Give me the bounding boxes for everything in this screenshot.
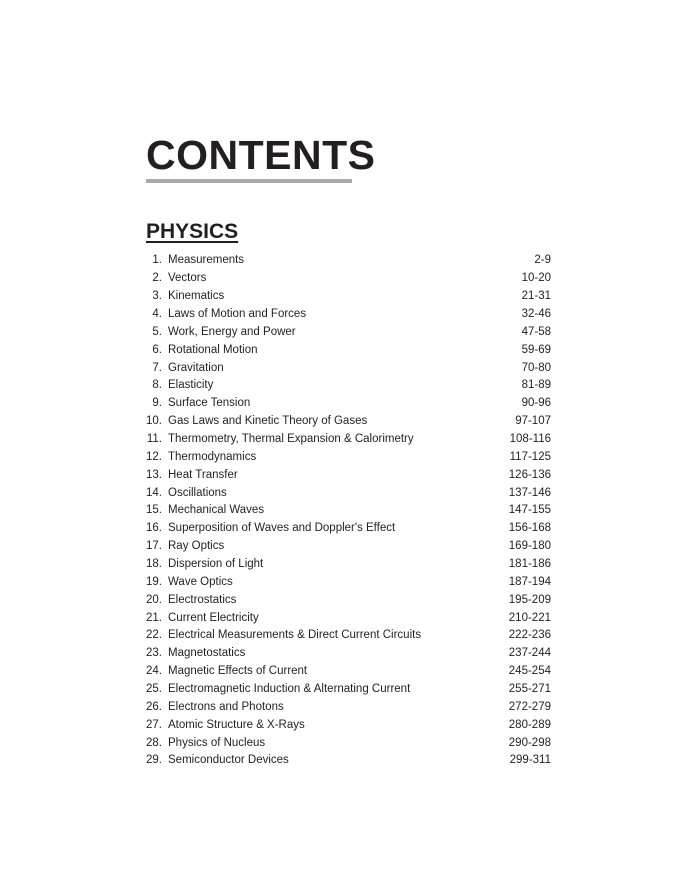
toc-entry-number: 8. — [152, 379, 162, 392]
toc-entry-title: Magnetic Effects of Current — [168, 665, 308, 678]
toc-entry-page-range: 108-116 — [509, 433, 551, 446]
toc-entry-page-range: 245-254 — [508, 665, 551, 678]
toc-entry-number: 27. — [146, 718, 162, 731]
toc-entry — [140, 377, 551, 395]
toc-entry-page-range: 290-298 — [508, 736, 551, 749]
toc-entry-number: 11. — [146, 433, 162, 446]
toc-entry-number: 12. — [146, 450, 162, 463]
toc-entry-number: 24. — [146, 665, 162, 678]
toc-entry-page-range: 97-107 — [515, 415, 551, 428]
toc-entry — [140, 359, 551, 377]
toc-entry — [140, 431, 551, 449]
toc-entry-title: Current Electricity — [168, 611, 259, 624]
toc-entry-number: 16. — [146, 522, 162, 535]
toc-entry-number: 5. — [152, 325, 162, 338]
toc-entry-page-range: 117-125 — [509, 450, 551, 463]
toc-entry-page-range: 255-271 — [508, 683, 551, 696]
toc-entry-page-range: 10-20 — [521, 272, 551, 285]
toc-entry-title: Dispersion of Light — [168, 558, 264, 571]
toc-entry — [140, 323, 551, 341]
toc-entry — [140, 663, 551, 681]
toc-entry-number: 22. — [146, 629, 162, 642]
toc-entry — [140, 270, 551, 288]
toc-entry-title: Measurements — [168, 254, 245, 267]
toc-entry-number: 3. — [152, 290, 162, 303]
toc-entry — [140, 502, 551, 520]
toc-entry-page-range: 169-180 — [508, 540, 551, 553]
toc-entry — [140, 645, 551, 663]
toc-entry-title: Electrostatics — [168, 593, 237, 606]
toc-entry-title: Rotational Motion — [168, 343, 258, 356]
toc-entry-page-range: 81-89 — [521, 379, 551, 392]
toc-entry-title: Elasticity — [168, 379, 214, 392]
toc-entry-title: Gravitation — [168, 361, 224, 374]
toc-entry-page-range: 137-146 — [508, 486, 551, 499]
toc-entry — [140, 341, 551, 359]
toc-entry-title: Surface Tension — [168, 397, 251, 410]
toc-entry-page-range: 32-46 — [521, 308, 551, 320]
toc-entry-title: Thermodynamics — [168, 450, 257, 463]
toc-entry-number: 13. — [146, 468, 162, 481]
section-heading-physics: PHYSICS — [146, 220, 239, 243]
toc-entry-title: Mechanical Waves — [168, 504, 265, 517]
toc-entry — [140, 466, 551, 484]
toc-entry-page-range: 210-221 — [508, 611, 551, 624]
toc-entry-title: Laws of Motion and Forces — [168, 308, 307, 320]
toc-entry-page-range: 70-80 — [521, 361, 551, 374]
toc-entry-title: Thermometry, Thermal Expansion & Calorimetry — [168, 433, 414, 446]
toc-entry-page-range: 181-186 — [508, 558, 551, 571]
toc-entry — [140, 538, 551, 556]
toc-entry-page-range: 59-69 — [521, 343, 551, 356]
toc-entry — [140, 609, 551, 627]
toc-entry-title: Gas Laws and Kinetic Theory of Gases — [168, 415, 368, 428]
toc-entry-number: 2. — [152, 272, 162, 285]
toc-entry-number: 20. — [146, 593, 162, 606]
toc-entry-title: Heat Transfer — [168, 468, 238, 481]
toc-entry — [140, 413, 551, 431]
toc-entry-title: Vectors — [168, 272, 207, 285]
toc-entry-number: 28. — [146, 736, 162, 749]
toc-entry — [140, 520, 551, 538]
toc-entry-number: 4. — [152, 308, 162, 320]
toc-entry — [140, 484, 551, 502]
page-title: CONTENTS — [146, 132, 376, 178]
toc-entry-title: Electrical Measurements & Direct Current Circuits — [168, 629, 422, 642]
toc-entry-title: Oscillations — [168, 486, 227, 499]
toc-entry — [140, 752, 551, 770]
toc-entry-title: Kinematics — [168, 290, 225, 303]
toc-entry-number: 14. — [146, 486, 162, 499]
toc-entry-number: 7. — [152, 361, 162, 374]
toc-entry-title: Superposition of Waves and Doppler's Effect — [168, 522, 396, 535]
toc-entry-title: Electrons and Photons — [168, 700, 284, 713]
toc-entry — [140, 556, 551, 574]
toc-entry-title: Magnetostatics — [168, 647, 246, 660]
toc-entry-number: 21. — [146, 611, 162, 624]
toc-entry-title: Ray Optics — [168, 540, 225, 553]
toc-entry — [140, 627, 551, 645]
title-underline-rule — [146, 179, 352, 183]
toc-entry-page-range: 147-155 — [508, 504, 551, 517]
toc-entry-page-range: 272-279 — [508, 700, 551, 713]
toc-entry-number: 1. — [152, 254, 162, 267]
toc-entry — [140, 681, 551, 699]
toc-entry-number: 10. — [146, 415, 162, 428]
toc-entry-title: Semiconductor Devices — [168, 754, 289, 767]
toc-entry-page-range: 299-311 — [509, 754, 551, 767]
toc-entry-title: Wave Optics — [168, 575, 233, 588]
toc-entry-title: Electromagnetic Induction & Alternating Current — [168, 683, 411, 696]
toc-entry-page-range: 21-31 — [521, 290, 551, 303]
toc-entry-page-range: 47-58 — [521, 325, 551, 338]
toc-entry-page-range: 156-168 — [508, 522, 551, 535]
toc-entry-title: Physics of Nucleus — [168, 736, 266, 749]
toc-entry — [140, 698, 551, 716]
toc-entry-number: 17. — [146, 540, 162, 553]
toc-entry-page-range: 222-236 — [508, 629, 551, 642]
toc-entry-page-range: 187-194 — [508, 575, 551, 588]
toc-entry-page-range: 90-96 — [521, 397, 551, 410]
toc-entry-page-range: 2-9 — [534, 254, 551, 267]
toc-entry — [140, 252, 551, 270]
toc-entry — [140, 395, 551, 413]
toc-entry-page-range: 195-209 — [508, 593, 551, 606]
toc-entry-number: 9. — [152, 397, 162, 410]
toc-entry — [140, 716, 551, 734]
toc-entry — [140, 591, 551, 609]
toc-entry — [140, 734, 551, 752]
toc-entry — [140, 288, 551, 306]
toc-entry — [140, 448, 551, 466]
toc-entry-page-range: 280-289 — [508, 718, 551, 731]
toc-entry — [140, 573, 551, 591]
toc-entry-number: 18. — [146, 558, 162, 571]
toc-entry-page-range: 126-136 — [508, 468, 551, 481]
toc-entry-title: Work, Energy and Power — [168, 325, 296, 338]
toc-entry-number: 26. — [146, 700, 162, 713]
toc-entry-number: 6. — [152, 343, 162, 356]
toc-entry-number: 19. — [146, 575, 162, 588]
toc-entry — [140, 306, 551, 324]
toc-entry-number: 15. — [146, 504, 162, 517]
toc-entry-title: Atomic Structure & X-Rays — [168, 718, 305, 731]
toc-entry-number: 29. — [146, 754, 162, 767]
toc-entry-number: 23. — [146, 647, 162, 660]
toc-entry-number: 25. — [146, 683, 162, 696]
table-of-contents-list — [140, 252, 551, 770]
toc-entry-page-range: 237-244 — [508, 647, 551, 660]
